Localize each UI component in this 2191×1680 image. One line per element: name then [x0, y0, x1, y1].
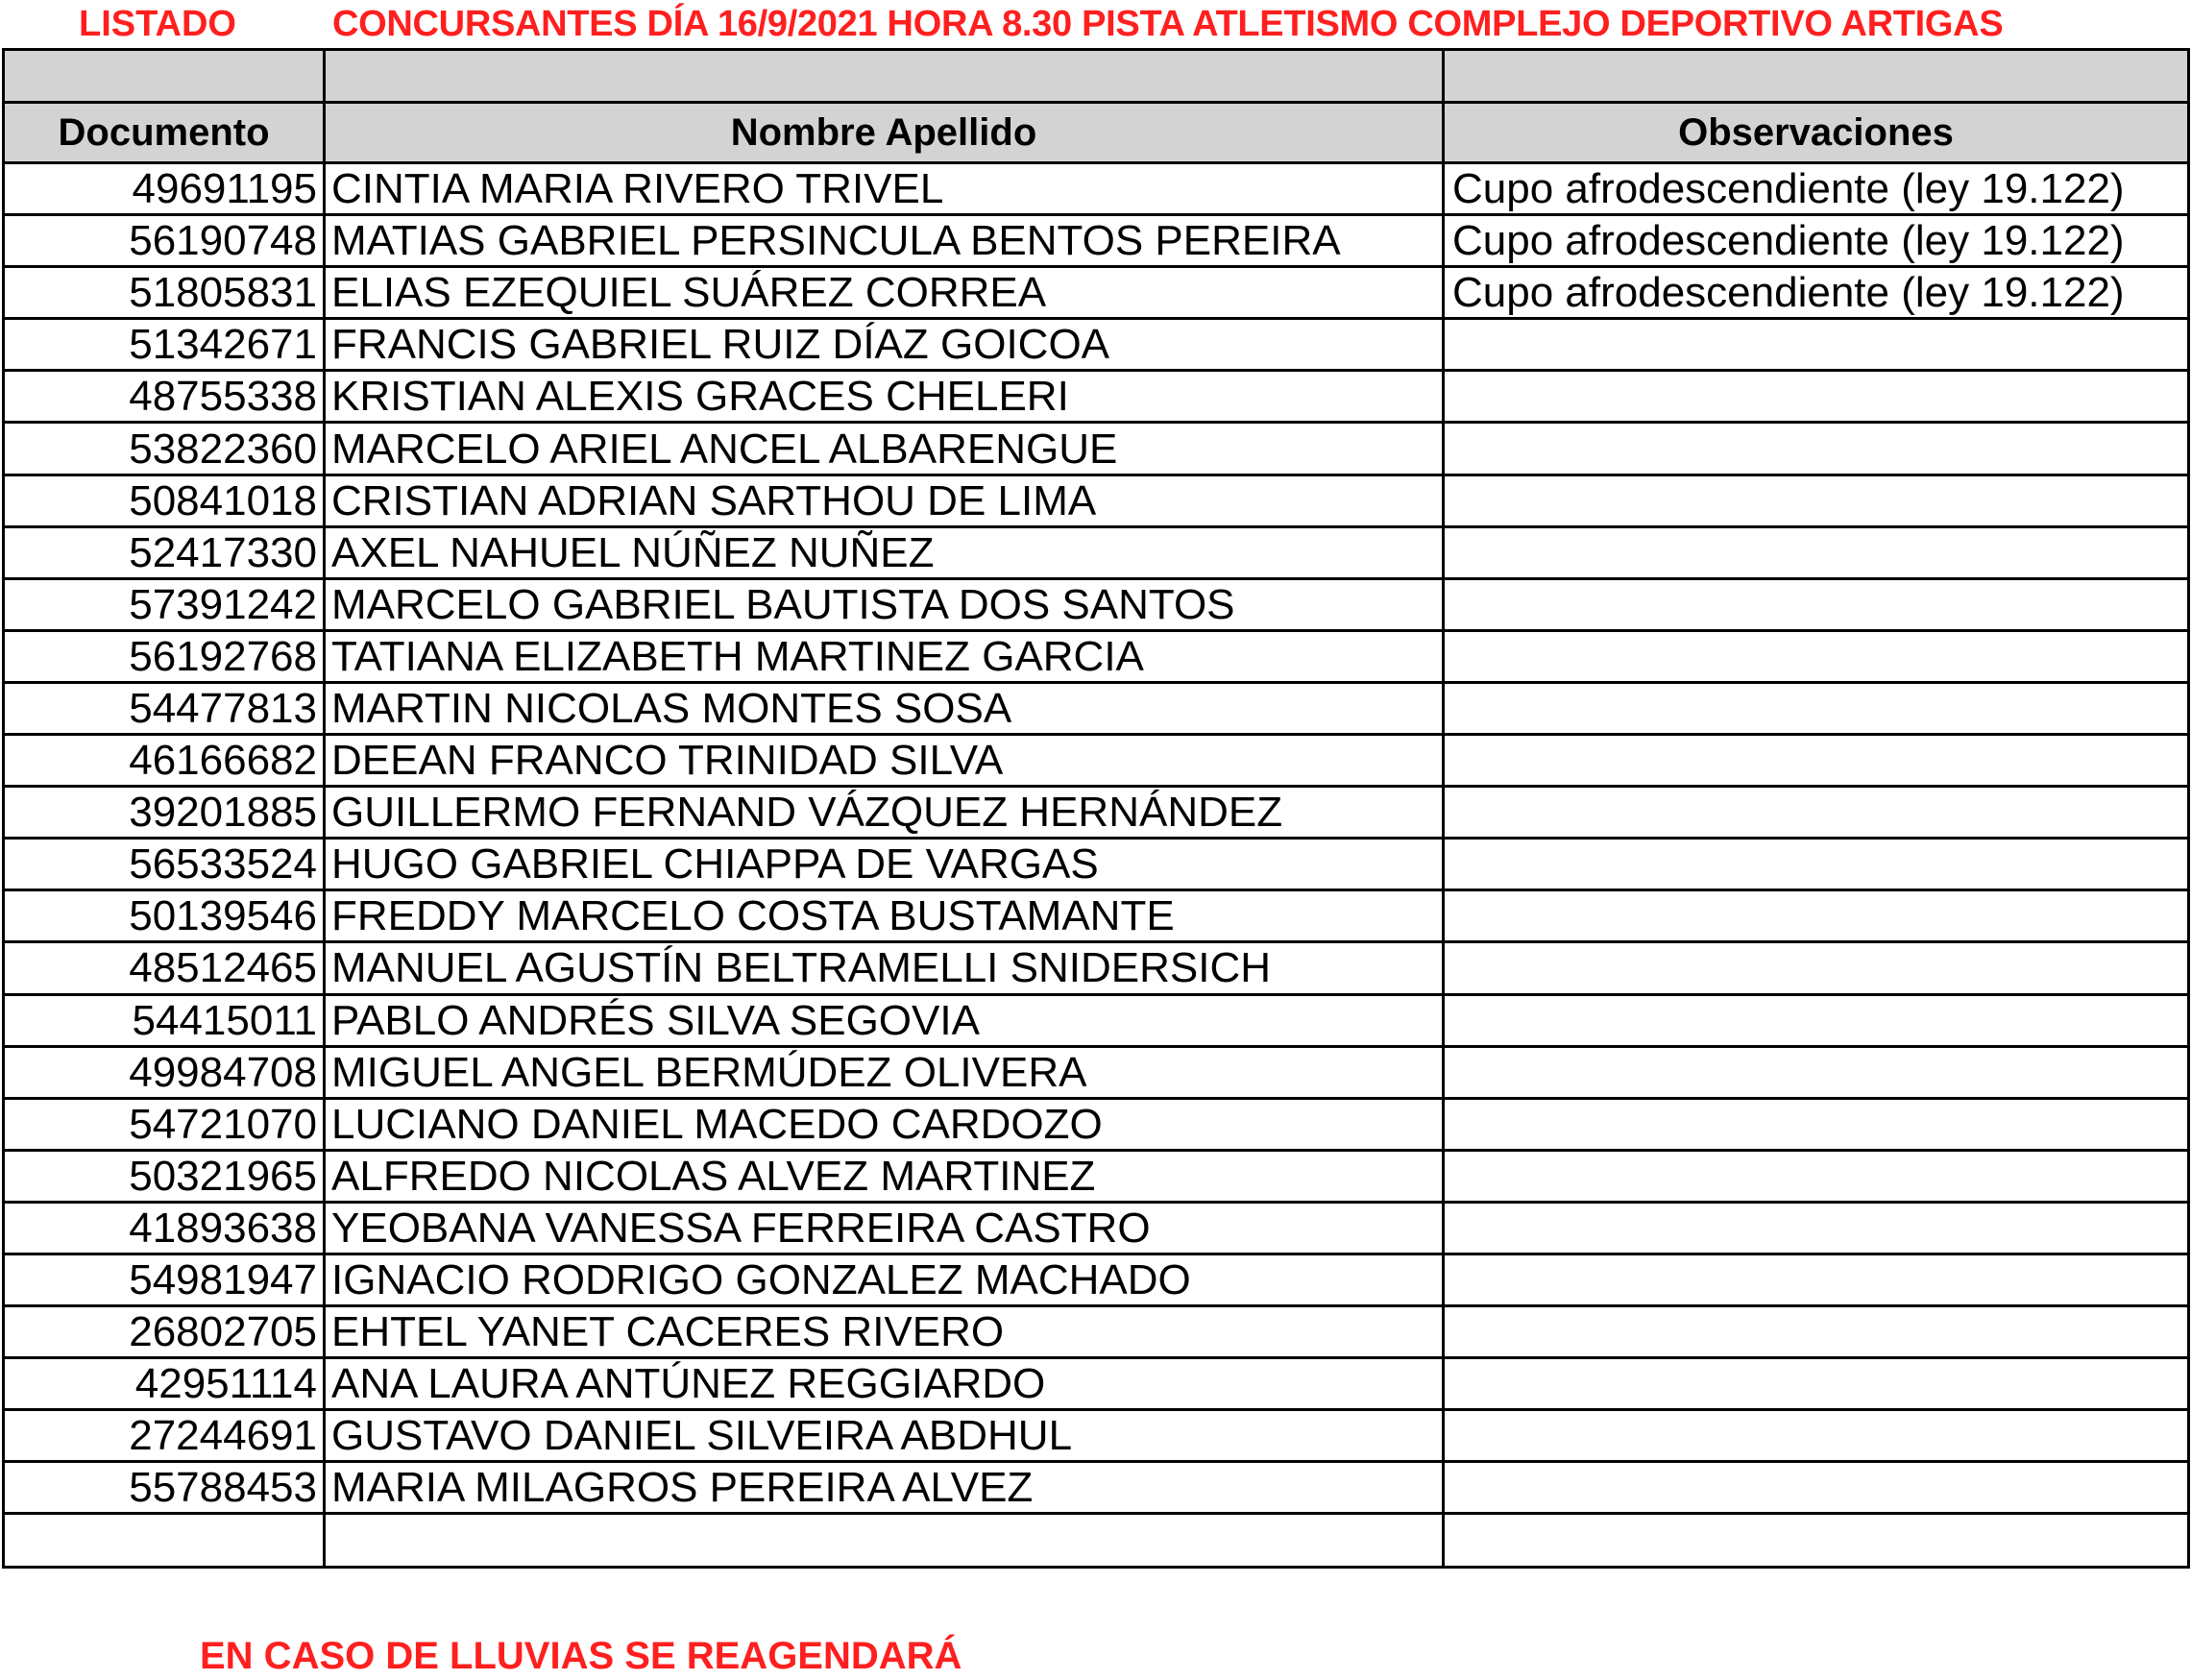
empty-cell — [1444, 1514, 2189, 1568]
table-row — [4, 319, 2189, 371]
observaciones-cell — [1444, 1410, 2189, 1462]
rain-notice: EN CASO DE LLUVIAS SE REAGENDARÁ — [200, 1635, 962, 1677]
table-row — [4, 475, 2189, 526]
table-row — [4, 1410, 2189, 1462]
table-row — [4, 1358, 2189, 1410]
nombre-cell: ALFREDO NICOLAS ALVEZ MARTINEZ — [325, 1150, 1444, 1202]
observaciones-cell — [1444, 735, 2189, 787]
nombre-cell: DEEAN FRANCO TRINIDAD SILVA — [325, 735, 1444, 787]
documento-cell: 50841018 — [4, 475, 325, 526]
table-row — [4, 735, 2189, 787]
nombre-cell: FRANCIS GABRIEL RUIZ DÍAZ GOICOA — [325, 319, 1444, 371]
observaciones-cell — [1444, 578, 2189, 630]
nombre-cell: GUILLERMO FERNAND VÁZQUEZ HERNÁNDEZ — [325, 787, 1444, 839]
documento-cell: 54721070 — [4, 1098, 325, 1150]
observaciones-cell — [1444, 1254, 2189, 1305]
documento-cell: 49691195 — [4, 163, 325, 215]
table-row — [4, 1202, 2189, 1254]
observaciones-cell — [1444, 371, 2189, 423]
table-row — [4, 163, 2189, 215]
table-row — [4, 1254, 2189, 1305]
nombre-cell: MARTIN NICOLAS MONTES SOSA — [325, 682, 1444, 734]
blank-header-cell — [1444, 50, 2189, 103]
nombre-cell: YEOBANA VANESSA FERREIRA CASTRO — [325, 1202, 1444, 1254]
observaciones-cell — [1444, 890, 2189, 942]
nombre-cell: MATIAS GABRIEL PERSINCULA BENTOS PEREIRA — [325, 215, 1444, 267]
table-row — [4, 215, 2189, 267]
nombre-cell: TATIANA ELIZABETH MARTINEZ GARCIA — [325, 630, 1444, 682]
nombre-cell: KRISTIAN ALEXIS GRACES CHELERI — [325, 371, 1444, 423]
page-header — [0, 0, 2191, 46]
documento-cell: 53822360 — [4, 423, 325, 475]
column-header-nombre: Nombre Apellido — [325, 103, 1444, 163]
nombre-cell: MARCELO ARIEL ANCEL ALBARENGUE — [325, 423, 1444, 475]
observaciones-cell — [1444, 526, 2189, 578]
documento-cell: 54981947 — [4, 1254, 325, 1305]
nombre-cell: FREDDY MARCELO COSTA BUSTAMANTE — [325, 890, 1444, 942]
documento-cell: 57391242 — [4, 578, 325, 630]
blank-header-cell — [4, 50, 325, 103]
observaciones-cell — [1444, 423, 2189, 475]
observaciones-cell — [1444, 1306, 2189, 1358]
column-header-observaciones: Observaciones — [1444, 103, 2189, 163]
nombre-cell: ELIAS EZEQUIEL SUÁREZ CORREA — [325, 267, 1444, 319]
documento-cell: 27244691 — [4, 1410, 325, 1462]
documento-cell: 51805831 — [4, 267, 325, 319]
table-row — [4, 630, 2189, 682]
observaciones-cell — [1444, 942, 2189, 994]
nombre-cell: EHTEL YANET CACERES RIVERO — [325, 1306, 1444, 1358]
table-row — [4, 578, 2189, 630]
observaciones-cell — [1444, 1150, 2189, 1202]
documento-cell: 52417330 — [4, 526, 325, 578]
nombre-cell: CRISTIAN ADRIAN SARTHOU DE LIMA — [325, 475, 1444, 526]
nombre-cell: LUCIANO DANIEL MACEDO CARDOZO — [325, 1098, 1444, 1150]
observaciones-cell — [1444, 1098, 2189, 1150]
documento-cell: 48512465 — [4, 942, 325, 994]
observaciones-cell: Cupo afrodescendiente (ley 19.122) — [1444, 215, 2189, 267]
empty-row — [4, 1514, 2189, 1568]
observaciones-cell — [1444, 1202, 2189, 1254]
nombre-cell: MARIA MILAGROS PEREIRA ALVEZ — [325, 1462, 1444, 1514]
documento-cell: 56533524 — [4, 839, 325, 890]
documento-cell: 46166682 — [4, 735, 325, 787]
nombre-cell: GUSTAVO DANIEL SILVEIRA ABDHUL — [325, 1410, 1444, 1462]
nombre-cell: MANUEL AGUSTÍN BELTRAMELLI SNIDERSICH — [325, 942, 1444, 994]
observaciones-cell: Cupo afrodescendiente (ley 19.122) — [1444, 163, 2189, 215]
table-row — [4, 942, 2189, 994]
observaciones-cell — [1444, 1358, 2189, 1410]
documento-cell: 49984708 — [4, 1046, 325, 1098]
observaciones-cell — [1444, 682, 2189, 734]
observaciones-cell — [1444, 630, 2189, 682]
observaciones-cell — [1444, 1046, 2189, 1098]
header-blank-row — [4, 50, 2189, 103]
documento-cell: 56190748 — [4, 215, 325, 267]
table-row — [4, 1098, 2189, 1150]
table-row — [4, 1462, 2189, 1514]
nombre-cell: AXEL NAHUEL NÚÑEZ NUÑEZ — [325, 526, 1444, 578]
nombre-cell: HUGO GABRIEL CHIAPPA DE VARGAS — [325, 839, 1444, 890]
header-label-listado: LISTADO — [79, 4, 236, 44]
table-row — [4, 1306, 2189, 1358]
observaciones-cell — [1444, 475, 2189, 526]
table-row — [4, 890, 2189, 942]
documento-cell: 56192768 — [4, 630, 325, 682]
observaciones-cell — [1444, 319, 2189, 371]
column-header-documento: Documento — [4, 103, 325, 163]
observaciones-cell — [1444, 787, 2189, 839]
empty-cell — [4, 1514, 325, 1568]
header-event-details: CONCURSANTES DÍA 16/9/2021 HORA 8.30 PISTA ATLETISMO COMPLEJO DEPORTIVO ARTIGAS — [332, 4, 2004, 44]
table-row — [4, 526, 2189, 578]
contestants-table — [2, 48, 2190, 1569]
table-row — [4, 787, 2189, 839]
documento-cell: 39201885 — [4, 787, 325, 839]
table-row — [4, 994, 2189, 1046]
nombre-cell: ANA LAURA ANTÚNEZ REGGIARDO — [325, 1358, 1444, 1410]
nombre-cell: MIGUEL ANGEL BERMÚDEZ OLIVERA — [325, 1046, 1444, 1098]
table-row — [4, 839, 2189, 890]
documento-cell: 48755338 — [4, 371, 325, 423]
nombre-cell: MARCELO GABRIEL BAUTISTA DOS SANTOS — [325, 578, 1444, 630]
blank-header-cell — [325, 50, 1444, 103]
documento-cell: 54415011 — [4, 994, 325, 1046]
table-row — [4, 1046, 2189, 1098]
documento-cell: 26802705 — [4, 1306, 325, 1358]
nombre-cell: PABLO ANDRÉS SILVA SEGOVIA — [325, 994, 1444, 1046]
table-row — [4, 1150, 2189, 1202]
observaciones-cell — [1444, 839, 2189, 890]
documento-cell: 42951114 — [4, 1358, 325, 1410]
documento-cell: 50139546 — [4, 890, 325, 942]
observaciones-cell: Cupo afrodescendiente (ley 19.122) — [1444, 267, 2189, 319]
observaciones-cell — [1444, 1462, 2189, 1514]
observaciones-cell — [1444, 994, 2189, 1046]
empty-cell — [325, 1514, 1444, 1568]
documento-cell: 51342671 — [4, 319, 325, 371]
nombre-cell: IGNACIO RODRIGO GONZALEZ MACHADO — [325, 1254, 1444, 1305]
table-row — [4, 371, 2189, 423]
nombre-cell: CINTIA MARIA RIVERO TRIVEL — [325, 163, 1444, 215]
documento-cell: 54477813 — [4, 682, 325, 734]
documento-cell: 55788453 — [4, 1462, 325, 1514]
documento-cell: 50321965 — [4, 1150, 325, 1202]
documento-cell: 41893638 — [4, 1202, 325, 1254]
table-row — [4, 682, 2189, 734]
column-header-row — [4, 103, 2189, 163]
table-body — [4, 163, 2189, 1568]
table-row — [4, 267, 2189, 319]
table-row — [4, 423, 2189, 475]
